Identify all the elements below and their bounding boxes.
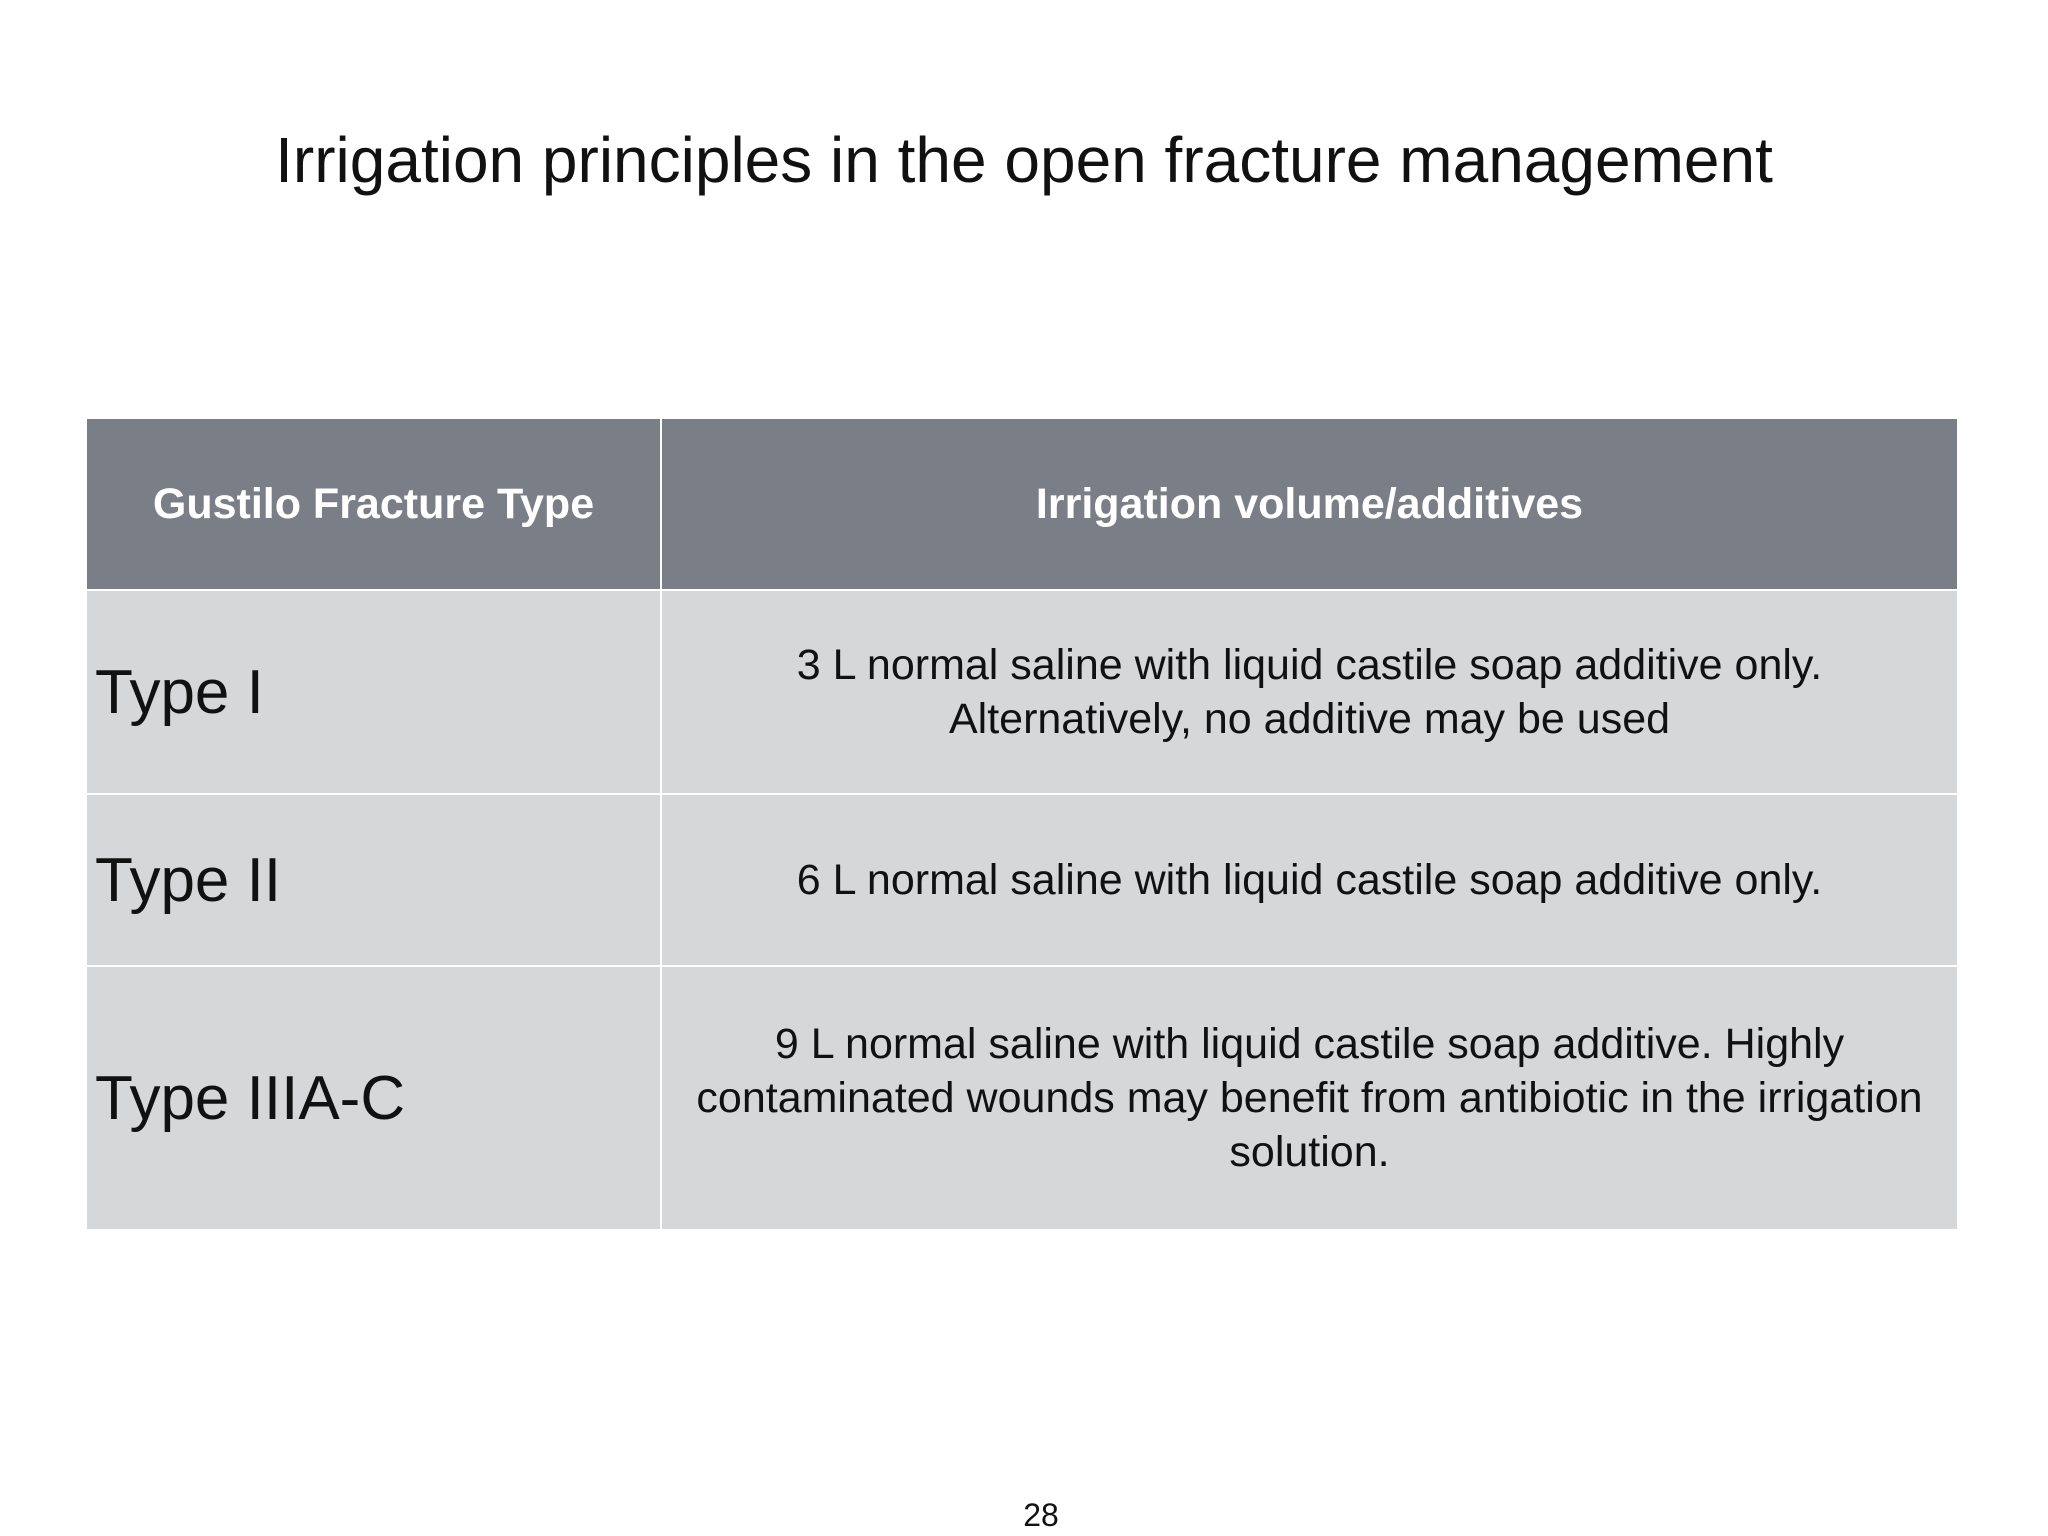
irrigation-description-cell [661,590,1958,794]
column-header-irrigation: Irrigation volume/additives [661,418,1958,590]
irrigation-table [85,417,1959,1231]
fracture-type-cell: Type I [86,590,661,794]
irrigation-description-text: 9 L normal saline with liquid castile soap additive. Highly contaminated wounds may benefit from antibiotic in the irrigation solution. [696,1020,1923,1176]
table-row [86,590,1958,794]
irrigation-description-cell [661,794,1958,966]
table-row [86,794,1958,966]
irrigation-description-cell [661,966,1958,1230]
irrigation-description-text: 6 L normal saline with liquid castile soap additive only. [796,856,1823,904]
table-header-row [86,418,1958,590]
irrigation-description-text: 3 L normal saline with liquid castile soap additive only. Alternatively, no additive may be used [796,641,1823,743]
page-number: 28 [1023,1497,1059,1533]
fracture-type-cell: Type IIIA-C [86,966,661,1230]
slide-title: Irrigation principles in the open fracture management [275,124,1773,196]
fracture-type-cell: Type II [86,794,661,966]
table-row [86,966,1958,1230]
column-header-fracture-type: Gustilo Fracture Type [86,418,661,590]
